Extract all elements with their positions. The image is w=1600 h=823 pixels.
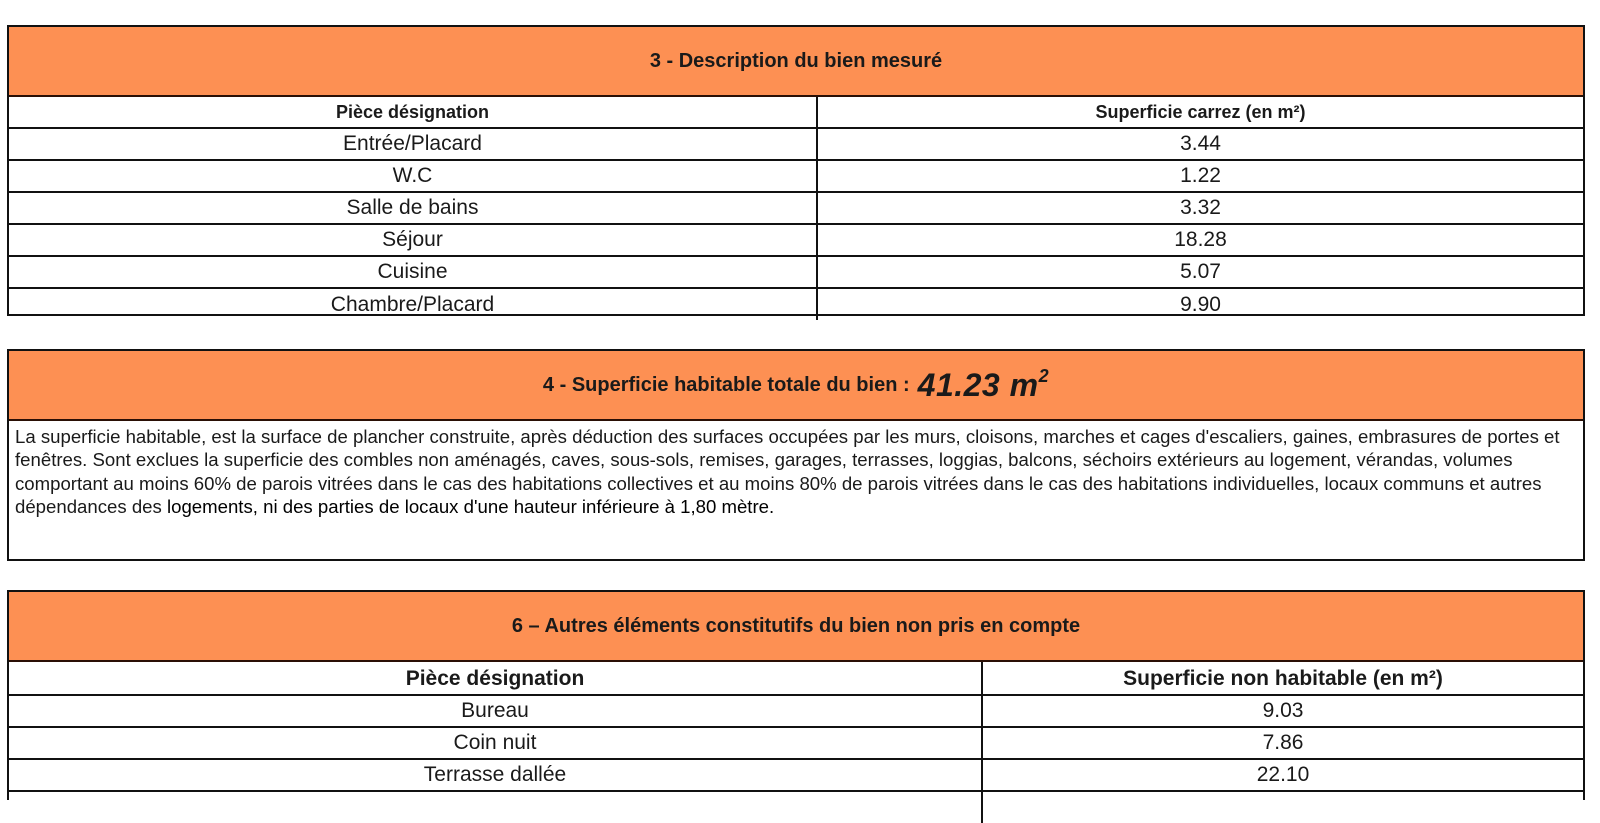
room-name: W.C bbox=[9, 160, 817, 192]
room-name bbox=[9, 791, 982, 823]
room-name: Chambre/Placard bbox=[9, 288, 817, 320]
definition-body: La superficie habitable, est la surface de plancher construite, après déduction des surfaces occupées par les murs, cloisons, marches et cages d'escaliers, gaines, embrasures de portes et fenêtres. Sont exclues la superficie des combles non aménagés, caves, sous-sols, remises, garages, terrasses, loggias, balcons, séchoirs extérieurs au logement, vérandas, volumes comportant au moins 60% de parois vitrées dans le cas des habitations collectives et au moins 80% de parois vitrées dans le cas des habitations individuelles, locaux communs et autres dépendances des bbox=[15, 426, 1560, 518]
table-row bbox=[9, 727, 1583, 759]
section-6-title: 6 – Autres éléments constitutifs du bien non pris en compte bbox=[9, 592, 1583, 662]
habitable-definition-text bbox=[9, 421, 1583, 519]
table-row bbox=[9, 759, 1583, 791]
room-area: 22.10 bbox=[982, 759, 1583, 791]
table-row bbox=[9, 160, 1583, 192]
room-area: 9.03 bbox=[982, 695, 1583, 727]
room-area: 1.22 bbox=[817, 160, 1583, 192]
room-name: Entrée/Placard bbox=[9, 128, 817, 160]
table-row bbox=[9, 256, 1583, 288]
section-4-header bbox=[9, 351, 1583, 421]
total-value: 41.23 m bbox=[917, 367, 1039, 403]
room-name: Séjour bbox=[9, 224, 817, 256]
non-habitable-table bbox=[9, 662, 1583, 823]
room-area: 3.44 bbox=[817, 128, 1583, 160]
room-area: 3.32 bbox=[817, 192, 1583, 224]
section-4-summary bbox=[7, 349, 1585, 561]
table-header-row bbox=[9, 97, 1583, 128]
room-area: 7.86 bbox=[982, 727, 1583, 759]
table-row bbox=[9, 288, 1583, 320]
table-row bbox=[9, 791, 1583, 823]
room-name: Bureau bbox=[9, 695, 982, 727]
table-row bbox=[9, 128, 1583, 160]
room-name: Terrasse dallée bbox=[9, 759, 982, 791]
unit-superscript: 2 bbox=[1038, 366, 1050, 386]
table-row bbox=[9, 224, 1583, 256]
column-header-room: Pièce désignation bbox=[9, 97, 817, 128]
total-habitable-area bbox=[918, 366, 1049, 404]
table-header-row bbox=[9, 662, 1583, 695]
column-header-room: Pièce désignation bbox=[9, 662, 982, 695]
column-header-area: Superficie carrez (en m²) bbox=[1095, 102, 1306, 122]
section-3-table bbox=[7, 25, 1585, 316]
room-area: 5.07 bbox=[817, 256, 1583, 288]
section-3-title: 3 - Description du bien mesuré bbox=[9, 27, 1583, 97]
room-name: Cuisine bbox=[9, 256, 817, 288]
room-area bbox=[982, 791, 1583, 823]
room-name: Salle de bains bbox=[9, 192, 817, 224]
table-row bbox=[9, 192, 1583, 224]
column-header-area: Superficie non habitable (en m²) bbox=[1123, 666, 1443, 690]
section-6-table bbox=[7, 590, 1585, 800]
definition-tail: logements, ni des parties de locaux d'une hauteur inférieure à 1,80 mètre. bbox=[166, 496, 775, 518]
room-name: Coin nuit bbox=[9, 727, 982, 759]
carrez-table bbox=[9, 97, 1583, 320]
room-area: 18.28 bbox=[817, 224, 1583, 256]
table-row bbox=[9, 695, 1583, 727]
room-area: 9.90 bbox=[817, 288, 1583, 320]
section-4-title: 4 - Superficie habitable totale du bien : bbox=[542, 373, 910, 396]
